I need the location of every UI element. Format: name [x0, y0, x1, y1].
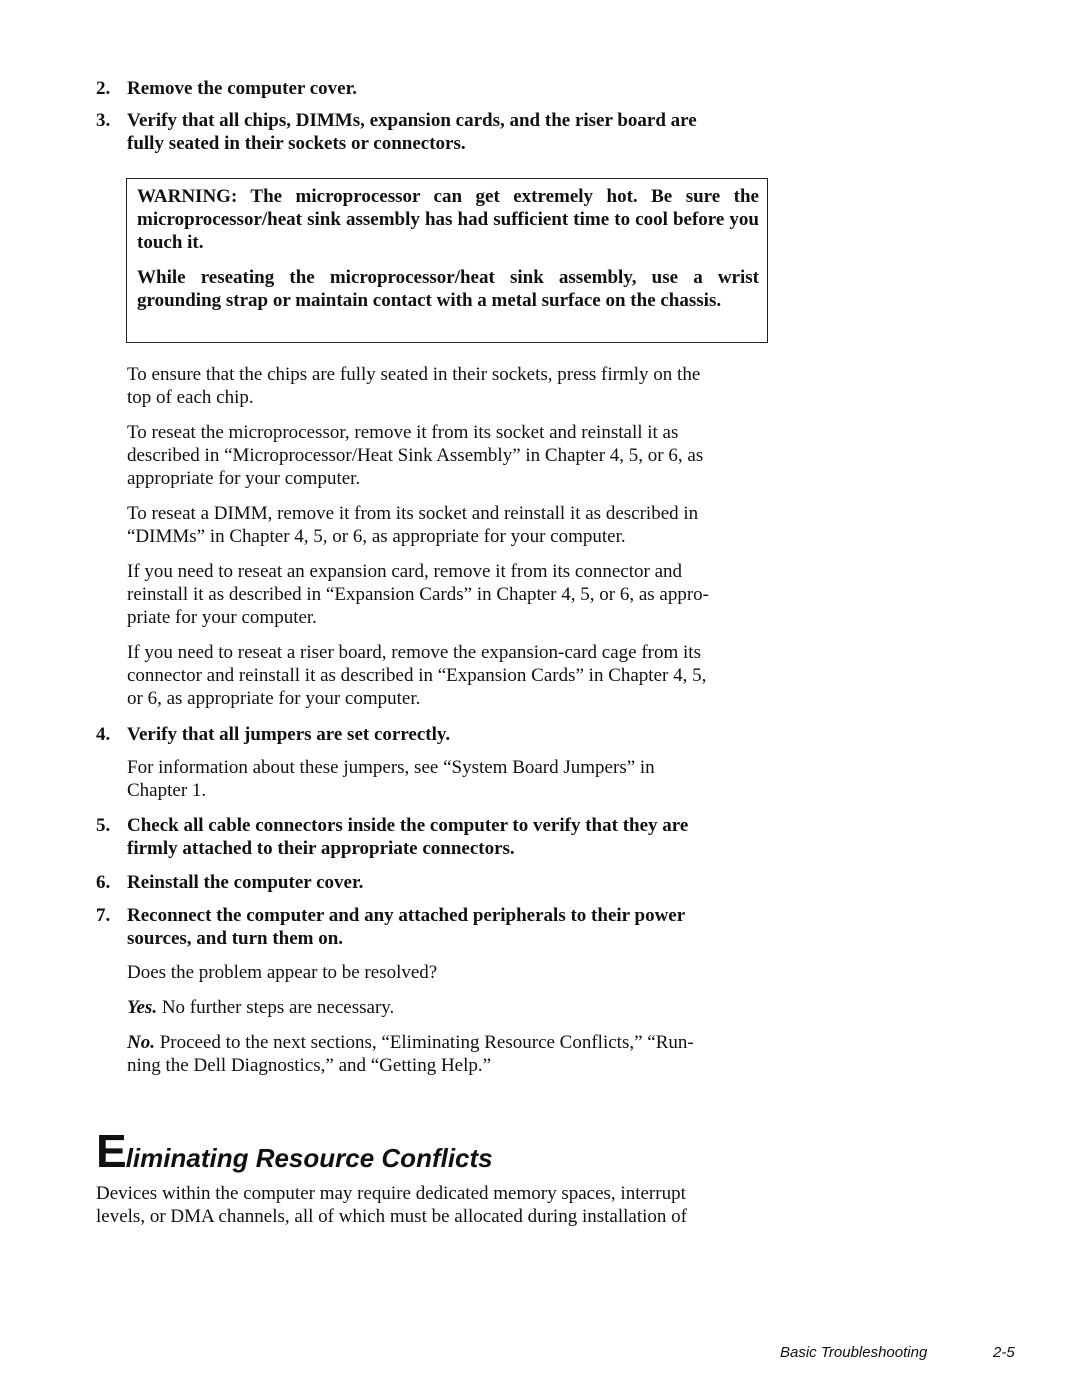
step-4 — [96, 723, 776, 746]
yes-text: No further steps are necessary. — [157, 997, 395, 1018]
footer-title: Basic Troubleshooting — [780, 1344, 928, 1361]
paragraph-expansion-card — [127, 560, 772, 629]
paragraph-line: or 6, as appropriate for your computer. — [127, 688, 421, 709]
paragraph-line: To reseat a DIMM, remove it from its socket and reinstall it as described in — [127, 503, 699, 524]
step-number: 4. — [96, 724, 111, 745]
step-text-line: Reconnect the computer and any attached peripherals to their power — [127, 905, 686, 926]
no-text-line: ning the Dell Diagnostics,” and “Getting Help.” — [127, 1055, 492, 1076]
paragraph-line: “DIMMs” in Chapter 4, 5, or 6, as appropriate for your computer. — [127, 526, 626, 547]
paragraph-line: priate for your computer. — [127, 607, 317, 628]
step-text-line: Check all cable connectors inside the computer to verify that they are — [127, 815, 689, 836]
warning-paragraph-2: While reseating the microprocessor/heat sink assembly, use a wrist grounding strap or maintain contact with a metal surface on the chassis. — [137, 267, 759, 311]
paragraph-jumpers — [127, 756, 772, 802]
yes-label: Yes. — [127, 997, 158, 1018]
step-number: 3. — [96, 110, 111, 131]
paragraph-line: appropriate for your computer. — [127, 468, 361, 489]
paragraph-line: Chapter 1. — [127, 780, 207, 801]
step-number: 2. — [96, 78, 111, 99]
paragraph-line — [127, 1031, 772, 1054]
paragraph-line: If you need to reseat a riser board, remove the expansion-card cage from its — [127, 642, 701, 663]
step-7 — [96, 904, 776, 950]
paragraph-line: connector and reinstall it as described in “Expansion Cards” in Chapter 4, 5, — [127, 665, 707, 686]
step-2 — [96, 77, 776, 100]
warning-paragraph-1: WARNING: The microprocessor can get extremely hot. Be sure the microprocessor/heat sink assembly has had sufficient time to cool before you touch it. — [137, 186, 759, 253]
step-text: Reinstall the computer cover. — [127, 872, 364, 893]
paragraph-chips — [127, 363, 772, 409]
step-text-line: fully seated in their sockets or connectors. — [127, 133, 466, 154]
step-text: Verify that all jumpers are set correctly. — [127, 724, 451, 745]
step-text-line: firmly attached to their appropriate connectors. — [127, 838, 515, 859]
paragraph-line: described in “Microprocessor/Heat Sink Assembly” in Chapter 4, 5, or 6, as — [127, 445, 704, 466]
step-number: 6. — [96, 872, 111, 893]
paragraph-line: If you need to reseat an expansion card, remove it from its connector and — [127, 561, 683, 582]
step-3 — [96, 109, 776, 155]
paragraph-line: top of each chip. — [127, 387, 254, 408]
paragraph-yes — [127, 996, 772, 1019]
step-text: Remove the computer cover. — [127, 78, 358, 99]
paragraph-microprocessor — [127, 421, 772, 490]
paragraph-line: Devices within the computer may require dedicated memory spaces, interrupt — [96, 1183, 686, 1204]
paragraph-dimm — [127, 502, 772, 548]
paragraph-question: Does the problem appear to be resolved? — [127, 962, 438, 983]
page-number: 2-5 — [993, 1344, 1015, 1361]
paragraph-no — [127, 1031, 772, 1077]
paragraph-line: To reseat the microprocessor, remove it from its socket and reinstall it as — [127, 422, 679, 443]
paragraph-line: reinstall it as described in “Expansion Cards” in Chapter 4, 5, or 6, as appro- — [127, 584, 709, 605]
paragraph-line: To ensure that the chips are fully seated in their sockets, press firmly on the — [127, 364, 701, 385]
no-text-line: Proceed to the next sections, “Eliminating Resource Conflicts,” “Run- — [154, 1032, 694, 1053]
step-number: 7. — [96, 905, 111, 926]
paragraph-line: levels, or DMA channels, all of which must be allocated during installation of — [96, 1206, 687, 1227]
paragraph-riser-board — [127, 641, 772, 710]
step-number: 5. — [96, 815, 111, 836]
heading-initial: E — [96, 1125, 126, 1177]
heading-rest: liminating Resource Conflicts — [125, 1143, 493, 1173]
step-5 — [96, 814, 776, 860]
step-6 — [96, 871, 776, 894]
no-label: No. — [127, 1032, 155, 1053]
step-text-line: sources, and turn them on. — [127, 928, 344, 949]
step-text-line: Verify that all chips, DIMMs, expansion cards, and the riser board are — [127, 110, 697, 131]
section-heading — [96, 1124, 493, 1178]
section-intro — [96, 1182, 776, 1228]
paragraph-line: For information about these jumpers, see “System Board Jumpers” in — [127, 757, 655, 778]
